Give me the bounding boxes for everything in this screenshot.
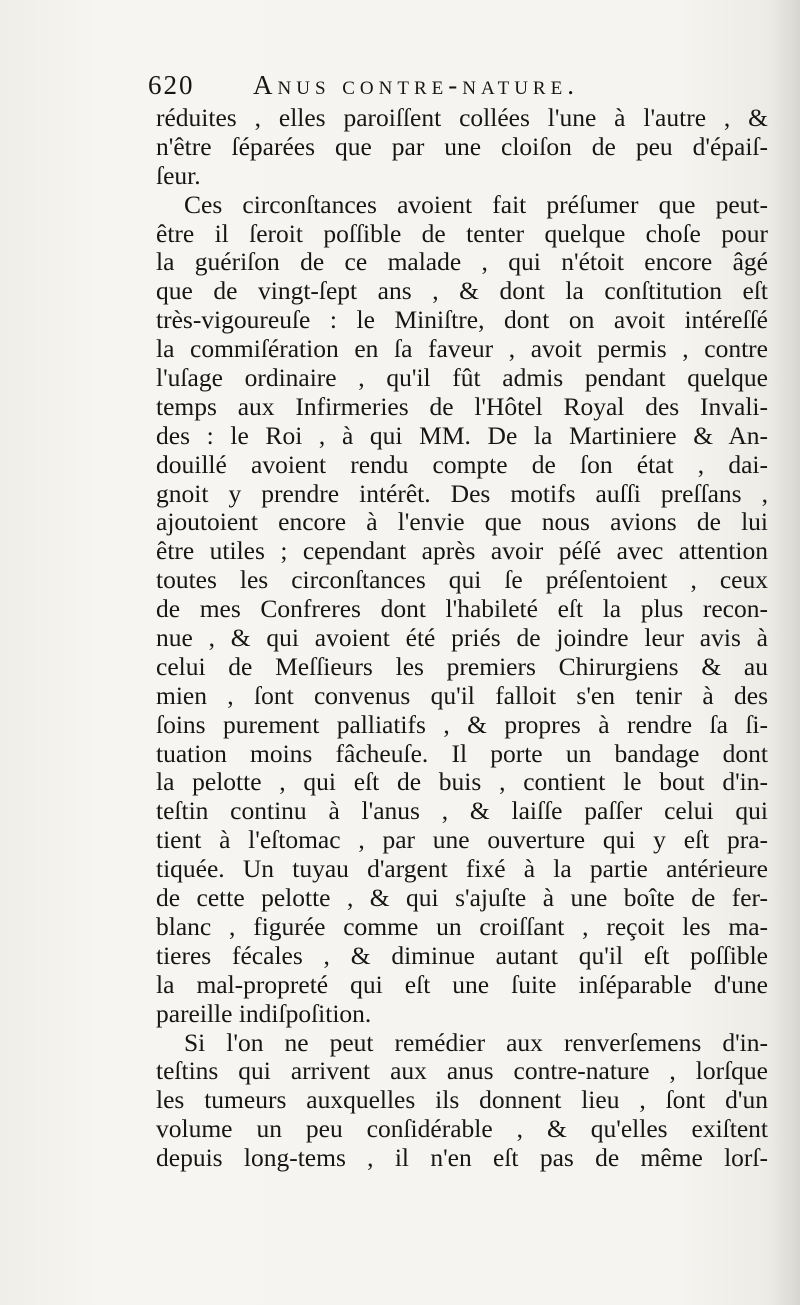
text-line: tient à l'eſtomac , par une ouverture qui y eſt pra- (156, 825, 768, 855)
text-line: blanc , figurée comme un croiſſant , reçoit les ma- (156, 911, 768, 941)
text-line: tiquée. Un tuyau d'argent fixé à la partie antérieure (156, 854, 768, 884)
text-line: n'être ſéparées que par une cloiſon de peu d'épaiſ- (156, 131, 768, 161)
text-line: pareille indiſpoſition. (156, 998, 372, 1028)
text-line: temps aux Infirmeries de l'Hôtel Royal des Invali- (156, 391, 768, 421)
text-line: mien , ſont convenus qu'il falloit s'en tenir à des (156, 680, 768, 710)
text-line: être il ſeroit poſſible de tenter quelque choſe pour (156, 218, 768, 248)
text-line: tieres fécales , & diminue autant qu'il eſt poſſible (156, 940, 768, 970)
text-line: Si l'on ne peut remédier aux renverſemens d'in- (184, 1027, 768, 1057)
text-line: teſtin continu à l'anus , & laiſſe paſſer celui qui (156, 796, 768, 826)
text-line: que de vingt-ſept ans , & dont la conſtitution eſt (156, 276, 768, 306)
paragraph (156, 1029, 768, 1173)
text-line: la mal-propreté qui eſt une ſuite inſéparable d'une (156, 969, 768, 999)
text-line: depuis long-tems , il n'en eſt pas de même lorſ- (156, 1143, 768, 1173)
text-line: la commiſération en ſa faveur , avoit permis , contre (156, 334, 768, 364)
text-line: la guériſon de ce malade , qui n'étoit encore âgé (156, 247, 768, 277)
page-gutter-shadow (770, 0, 800, 1305)
text-line: de mes Confreres dont l'habileté eſt la plus recon- (156, 594, 768, 624)
text-line: volume un peu conſidérable , & qu'elles exiſtent (156, 1114, 768, 1144)
paragraph (156, 104, 768, 191)
text-line: les tumeurs auxquelles ils donnent lieu , ſont d'un (156, 1085, 768, 1115)
page-number: 620 (148, 70, 195, 100)
text-line: teſtins qui arrivent aux anus contre-nature , lorſque (156, 1056, 768, 1086)
running-title: Anus contre-nature. (253, 70, 579, 100)
text-line: douillé avoient rendu compte de ſon état , dai- (156, 449, 768, 479)
text-line: nue , & qui avoient été priés de joindre leur avis à (156, 623, 768, 653)
text-line: très-vigoureuſe : le Miniſtre, dont on avoit intéreſſé (156, 305, 768, 335)
text-line: ſeur. (156, 160, 201, 190)
text-line: être utiles ; cependant après avoir péſé avec attention (156, 536, 768, 566)
text-line: réduites , elles paroiſſent collées l'une à l'autre , & (156, 103, 768, 132)
text-line: gnoit y prendre intérêt. Des motifs auſſi preſſans , (156, 478, 768, 508)
text-line: de cette pelotte , & qui s'ajuſte à une boîte de fer- (156, 883, 768, 913)
text-line: tuation moins fâcheuſe. Il porte un bandage dont (156, 738, 768, 768)
text-line: ajoutoient encore à l'envie que nous avions de lui (156, 507, 768, 537)
text-line: des : le Roi , à qui MM. De la Martiniere & An- (156, 420, 768, 450)
body-text (156, 104, 768, 1173)
paragraph (156, 191, 768, 1029)
text-line: la pelotte , qui eſt de buis , contient le bout d'in- (156, 767, 768, 797)
text-line: celui de Meſſieurs les premiers Chirurgiens & au (156, 651, 768, 681)
text-line: Ces circonſtances avoient fait préſumer que peut- (184, 189, 768, 219)
text-line: toutes les circonſtances qui ſe préſentoient , ceux (156, 565, 768, 595)
text-line: ſoins purement palliatifs , & propres à rendre ſa ſi- (156, 709, 768, 739)
text-line: l'uſage ordinaire , qu'il fût admis pendant quelque (156, 363, 768, 393)
